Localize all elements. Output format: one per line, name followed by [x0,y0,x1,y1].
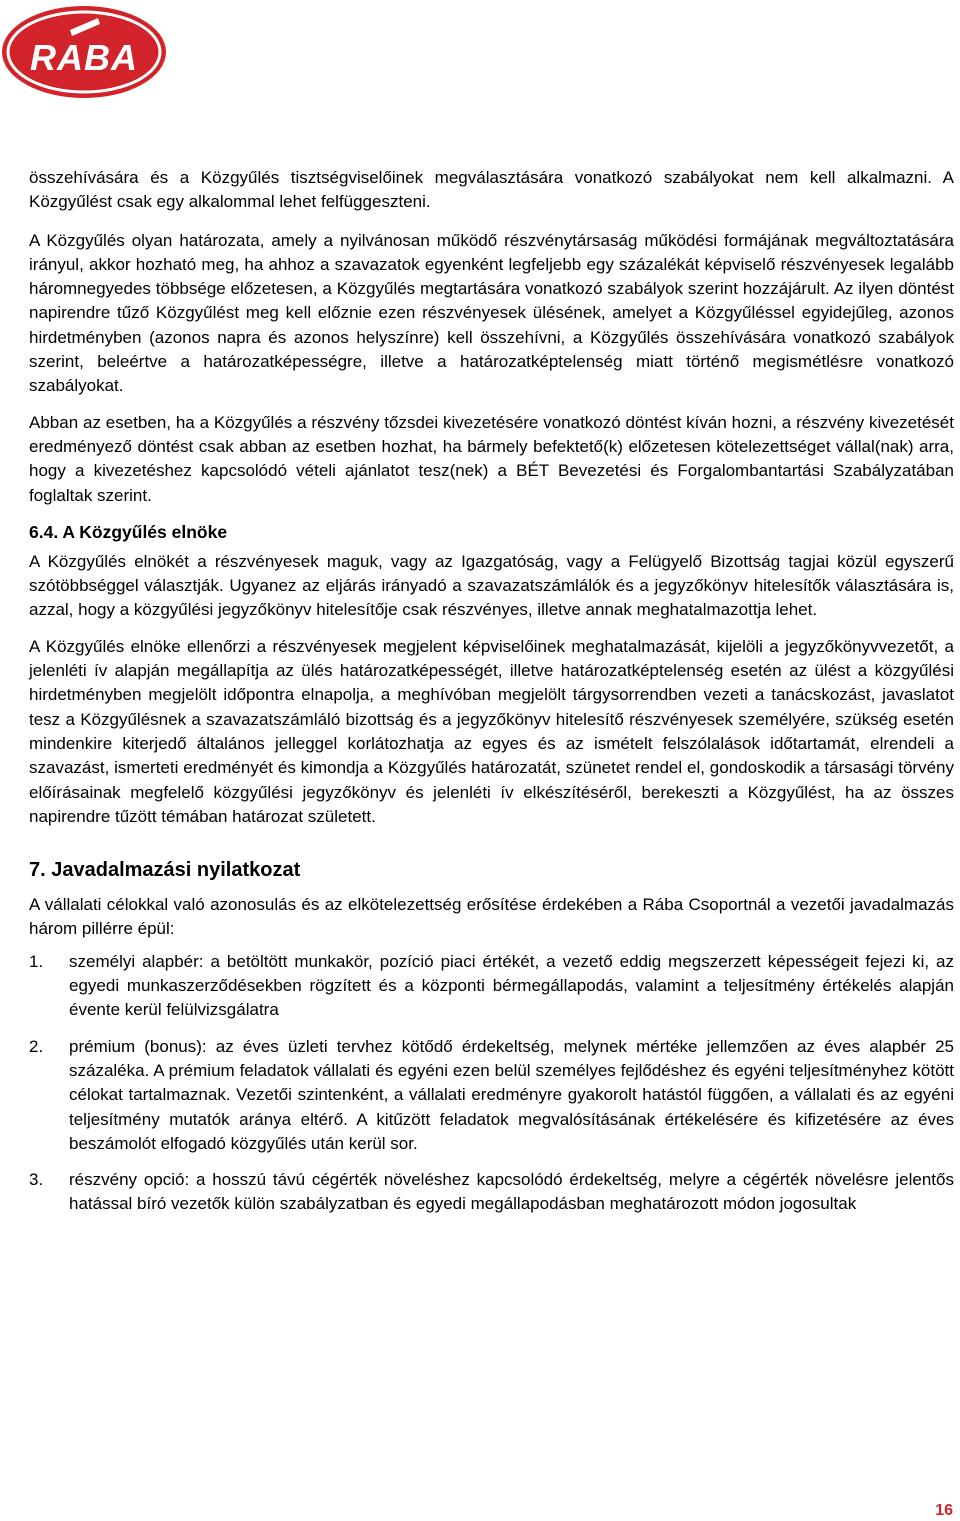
paragraph: Abban az esetben, ha a Közgyűlés a részvény tőzsdei kivezetésére vonatkozó döntést kíván hozni, a részvény kivezetését eredményező döntést csak abban az esetben hozhat, ha bármely befektető(k) előzetesen kötelezettséget vállal(nak) arra, hogy a kivezetéshez kapcsolódó vételi ajánlatot tesz(nek) a BÉT Bevezetési és Forgalombantartási Szabályzatában foglaltak szerint. [29,412,954,505]
main-content [29,166,954,1217]
svg-text:RABA: RABA [30,37,138,78]
remuneration-list [29,950,954,1217]
list-number: 2. [29,1036,44,1056]
list-number: 3. [29,1170,44,1190]
list-text: személyi alapbér: a betöltött munkakör, pozíció piaci értékét, a vezető eddig megszerzett képességeit fejezi ki, az egyedi munkaszerződésekben rögzített és a központi bérmegállapodás, valamint a teljesítmény értékelés alapján évente kerül felülvizsgálatra [69,951,954,1020]
section-heading-6-4: 6.4. A Közgyűlés elnöke [29,521,228,542]
list-number: 1. [29,951,44,971]
paragraph: összehívására és a Közgyűlés tisztségviselőinek megválasztására vonatkozó szabályokat nem kell alkalmazni. A Közgyűlést csak egy alkalommal lehet felfüggeszteni. [29,168,954,212]
page-number: 16 [935,1502,953,1519]
paragraph: A Közgyűlés olyan határozata, amely a nyilvánosan működő részvénytársaság működési formájának megváltoztatására irányul, akkor hozható meg, ha ahhoz a szavazatok egyenként legfeljebb egy százalékát képviselő részvényesek legalább háromnegyedes többsége előzetesen, a Közgyűlés megtartására vonatkozó szabályok szerint hozzájárult. Az ilyen döntést napirendre tűző Közgyűlést meg kell előznie ezen részvényesek ülésének, amelyet a Közgyűléssel egyidejűleg, azonos hirdetményben (azonos napra és azonos helyszínre) kell összehívni, a Közgyűlés összehívására vonatkozó szabályok szerint, beleértve a határozatképességre, illetve a határozatképtelenség miatt történő megismétlésre vonatkozó szabályokat. [29,230,954,396]
list-text: részvény opció: a hosszú távú cégérték növeléshez kapcsolódó érdekeltség, melyre a cégérték növelésre jelentős hatással bíró vezetők külön szabályzatban és egyedi megállapodásban meghatározott módon jogosultak [69,1170,954,1214]
section-heading-7: 7. Javadalmazási nyilatkozat [29,859,301,882]
list-item [29,1035,954,1156]
list-item [29,1168,954,1217]
paragraph: A vállalati célokkal való azonosulás és az elkötelezettség erősítése érdekében a Rába Csoportnál a vezetői javadalmazás három pillérre épül: [29,895,954,939]
list-item [29,950,954,1023]
list-text: prémium (bonus): az éves üzleti tervhez kötődő érdekeltség, melynek mértéke jellemzően az éves alapbér 25 százaléka. A prémium feladatok vállalati és egyéni ezen belül személyes fejlődéshez és egyéni teljesítményhez kötött célokat tartalmaznak. Vezetői szintenként, a vállalati eredményre gyakorolt hatástól függően, a vállalati és az egyéni teljesítmény mutatók aránya eltérő. A kitűzött feladatok megvalósításának értékelésére és kifizetésére az éves beszámolót elfogadó közgyűlés után kerül sor. [69,1036,954,1153]
raba-logo [0,4,168,100]
paragraph: A Közgyűlés elnökét a részvényesek maguk, vagy az Igazgatóság, vagy a Felügyelő Bizottság tagjai közül egyszerű szótöbbséggel választják. Ugyanez az eljárás irányadó a szavazatszámlálók és a jegyzőkönyv hitelesítők választására is, azzal, hogy a közgyűlési jegyzőkönyv hitelesítője csak részvényes, illetve annak meghatalmazottja lehet. [29,551,954,620]
paragraph: A Közgyűlés elnöke ellenőrzi a részvényesek megjelent képviselőinek meghatalmazását, kijelöli a jegyzőkönyvvezetőt, a jelenléti ív alapján megállapítja az ülés határozatképességét, illetve határozatképtelenség esetén az ülést a közgyűlési hirdetményben megjelölt időpontra elnapolja, a meghívóban megjelölt tárgysorrendben vezeti a tanácskozást, javaslatot tesz a Közgyűlésnek a szavazatszámláló bizottság és a jegyzőkönyv hitelesítő részvényesek személyére, szükség esetén mindenkire kiterjedő általános jelleggel korlátozhatja az egyes és az ismételt felszólalások időtartamát, elrendeli a szavazást, ismerteti eredményét és kimondja a Közgyűlés határozatát, szünetet rendel el, gondoskodik a társasági törvény előírásainak megfelelő közgyűlési jegyzőkönyv és jelenléti ív elkészítéséről, berekeszti a Közgyűlést, ha az összes napirendre tűzött témában határozat született. [29,636,954,826]
